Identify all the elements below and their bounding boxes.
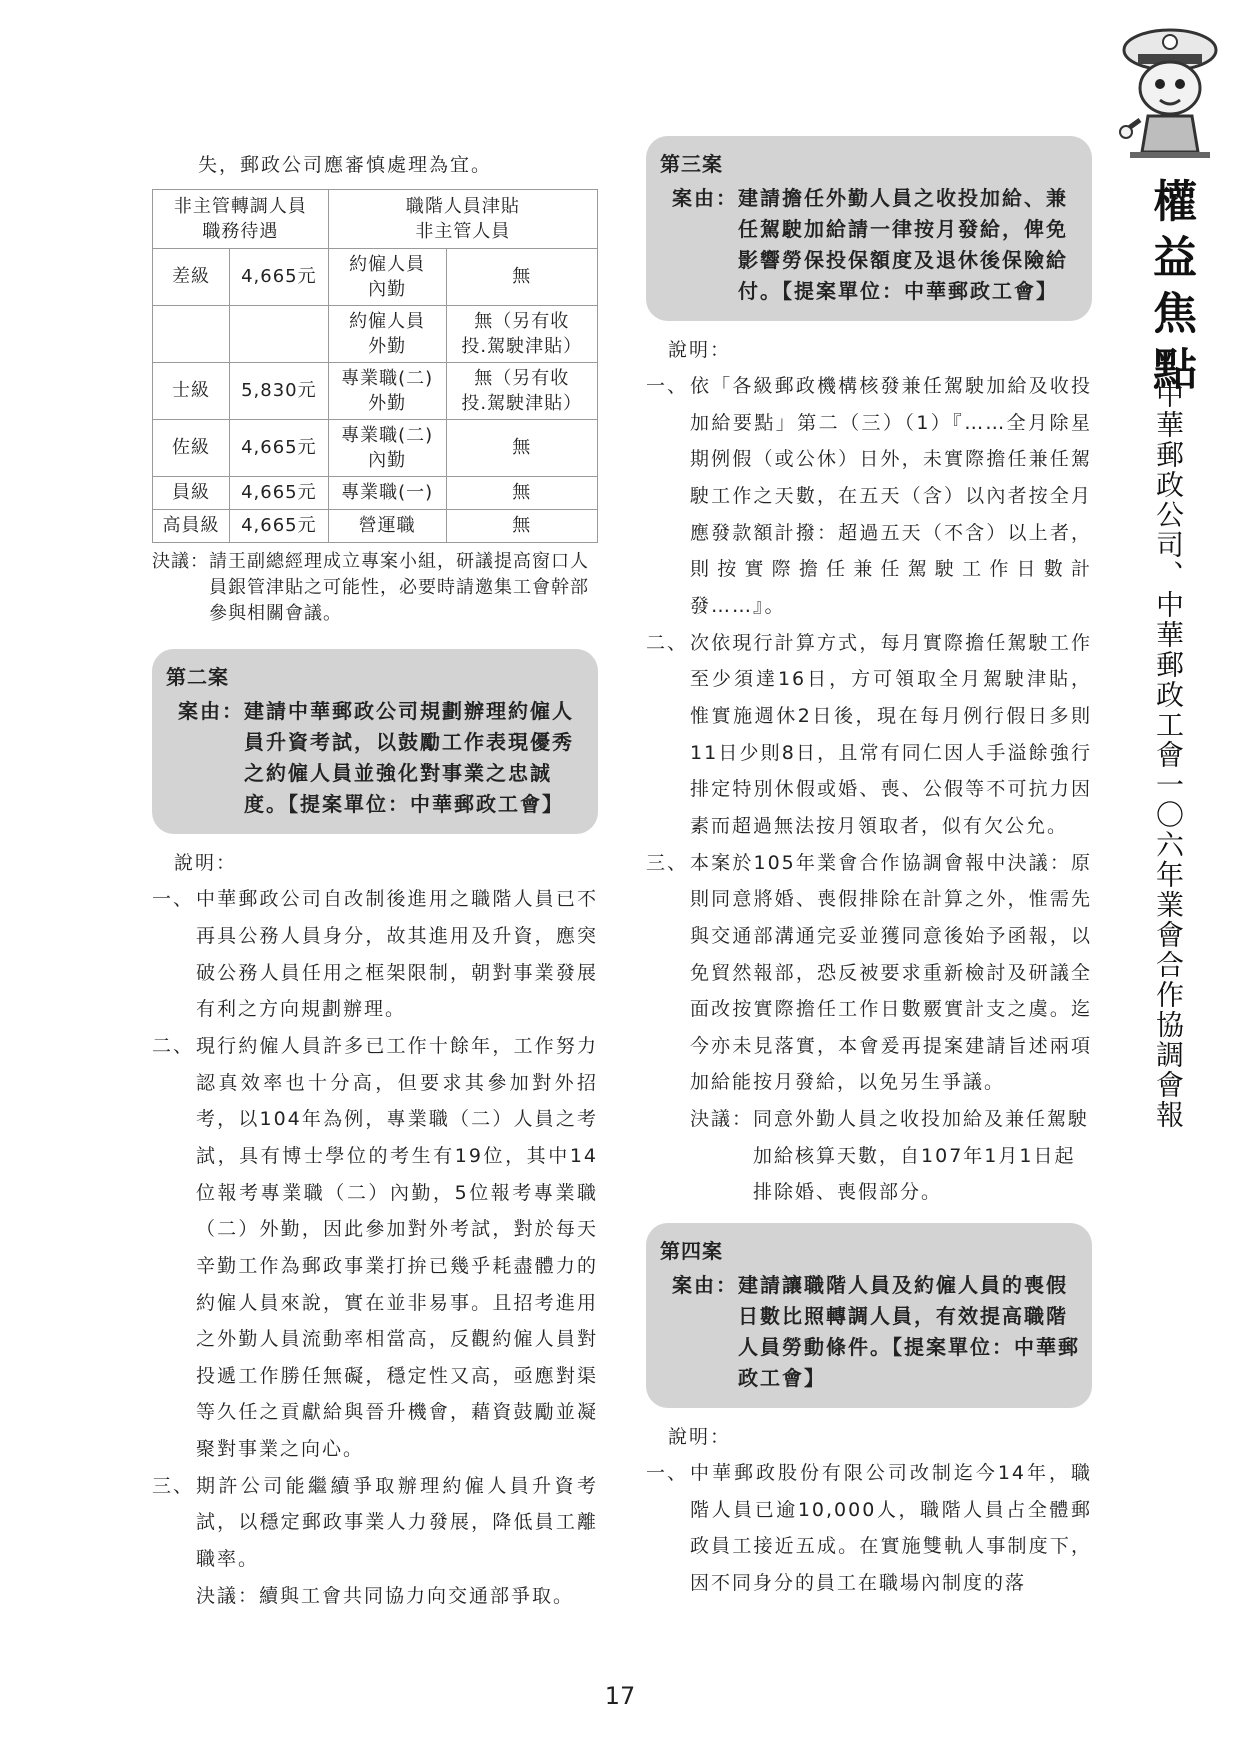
left-column	[152, 150, 598, 1614]
case-text: 建請中華郵政公司規劃辦理約僱人員升資考試，以鼓勵工作表現優秀之約僱人員並強化對事業之忠誠度。【提案單位：中華郵政工會】	[244, 699, 574, 817]
mascot-illustration	[1118, 20, 1222, 160]
item-number: 三、	[646, 851, 689, 874]
case-body	[660, 183, 1080, 307]
case-3-box	[646, 136, 1092, 321]
item-text: 期許公司能繼續爭取辦理約僱人員升資考試，以穩定郵政事業人力發展，降低員工離職率。	[196, 1474, 598, 1571]
table-cell	[153, 306, 230, 363]
case-label: 案由：	[672, 186, 738, 210]
table-cell: 無（另有收 投.駕駛津貼）	[446, 363, 597, 420]
case-body	[660, 1270, 1080, 1394]
sub-resolution-text: 同意外勤人員之收投加給及兼任駕駛加給核算天數，自107年1月1日起排除婚、喪假部分。	[753, 1108, 1090, 1204]
sub-resolution-label: 決議：	[196, 1584, 260, 1607]
table-cell: 差級	[153, 249, 230, 306]
sub-resolution	[196, 1578, 598, 1615]
resolution	[152, 549, 598, 627]
table-header: 職階人員津貼 非主管人員	[328, 190, 597, 249]
item-text: 次依現行計算方式，每月實際擔任駕駛工作至少須達16日，方可領取全月駕駛津貼，惟實施週休2日後，現在每月例行假日多則11日少則8日，且常有同仁因人手溢餘強行排定特別休假或婚、喪、公假等不可抗力因素而超過無法按月領取者，似有欠公允。	[690, 631, 1092, 837]
table-row	[153, 510, 598, 543]
explanation-item	[646, 845, 1092, 1102]
explanation-label: 說明：	[174, 852, 238, 875]
table-row	[153, 249, 598, 306]
table-cell: 士級	[153, 363, 230, 420]
table-cell: 無	[446, 249, 597, 306]
table-cell: 約僱人員 內勤	[328, 249, 446, 306]
case-title: 第四案	[660, 1239, 723, 1264]
table-cell: 無	[446, 510, 597, 543]
table-cell: 4,665元	[230, 477, 329, 510]
item-text: 現行約僱人員許多已工作十餘年，工作努力認真效率也十分高，但要求其參加對外招考，以104年為例，專業職（二）人員之考試，具有博士學位的考生有19位，其中14位報考專業職（二）內勤，5位報考專業職（二）外勤，因此參加對外考試，對於每天辛勤工作為郵政事業打拚已幾乎耗盡體力的約僱人員來說，實在並非易事。且招考進用之外勤人員流動率相當高，反觀約僱人員對投遞工作勝任無礙，穩定性又高，亟應對渠等久任之貢獻給與晉升機會，藉資鼓勵並凝聚對事業之向心。	[196, 1034, 598, 1461]
item-text: 依「各級郵政機構核發兼任駕駛加給及收投加給要點」第二（三）（1）『……全月除星期例假（或公休）日外，未實際擔任兼任駕駛工作之天數，在五天（含）以內者按全月應發款額計撥：超過五天（不含）以上者，則按實際擔任兼任駕駛工作日數計發……』。	[690, 375, 1092, 617]
item-number: 一、	[646, 1462, 689, 1485]
explanation-item	[646, 625, 1092, 845]
case-label: 案由：	[672, 1273, 738, 1298]
item-number: 一、	[646, 375, 689, 397]
table-cell: 專業職(一)	[328, 477, 446, 510]
table-row	[153, 306, 598, 363]
table-header: 非主管轉調人員 職務待遇	[153, 190, 329, 249]
allowance-table	[152, 189, 598, 543]
table-cell: 專業職(二) 外勤	[328, 363, 446, 420]
explanation-item	[646, 1455, 1092, 1602]
case-text: 建請擔任外勤人員之收投加給、兼任駕駛加給請一律按月發給，俾免影響勞保投保額度及退休後保險給付。【提案單位：中華郵政工會】	[738, 186, 1068, 303]
table-row	[153, 363, 598, 420]
case-title: 第二案	[166, 665, 229, 690]
case-label: 案由：	[178, 699, 244, 724]
resolution-label: 決議：	[152, 551, 209, 572]
table-cell: 無	[446, 477, 597, 510]
table-cell: 專業職(二) 內勤	[328, 420, 446, 477]
sub-resolution	[690, 1101, 1092, 1211]
explanation-item	[152, 1468, 598, 1578]
explanation-label: 說明：	[668, 339, 732, 361]
item-text: 中華郵政股份有限公司改制迄今14年，職階人員已逾10,000人，職階人員占全體郵政員工接近五成。在實施雙軌人事制度下，因不同身分的員工在職場內制度的落	[690, 1462, 1092, 1595]
explanation-item	[152, 1028, 598, 1468]
item-number: 二、	[646, 631, 689, 654]
item-number: 二、	[152, 1034, 195, 1057]
table-cell: 4,665元	[230, 510, 329, 543]
page-number: 17	[604, 1682, 636, 1710]
sub-resolution-label: 決議：	[690, 1108, 754, 1131]
table-cell: 無	[446, 420, 597, 477]
sub-resolution-text: 續與工會共同協力向交通部爭取。	[259, 1584, 575, 1607]
item-text: 中華郵政公司自改制後進用之職階人員已不再具公務人員身分，故其進用及升資，應突破公務人員任用之框架限制，朝對事業發展有利之方向規劃辦理。	[196, 888, 598, 1021]
case-body	[166, 696, 586, 820]
table-row	[153, 477, 598, 510]
case-title: 第三案	[660, 152, 723, 176]
case-4-box	[646, 1223, 1092, 1408]
explanation-item	[646, 368, 1092, 625]
table-cell: 佐級	[153, 420, 230, 477]
table-cell: 5,830元	[230, 363, 329, 420]
case-text: 建請讓職階人員及約僱人員的喪假日數比照轉調人員，有效提高職階人員勞動條件。【提案單位：中華郵政工會】	[738, 1273, 1080, 1391]
sidebar-subtitle: 中華郵政公司、中華郵政工會一〇六年業會合作協調會報	[1152, 380, 1185, 1130]
case-2-box	[152, 649, 598, 834]
table-cell: 員級	[153, 477, 230, 510]
item-text: 本案於105年業會合作協調會報中決議：原則同意將婚、喪假排除在計算之外，惟需先與交通部溝通完妥並獲同意後始予函報，以免貿然報部，恐反被要求重新檢討及研議全面改按實際擔任工作日數覈實計支之虞。迄今亦未見落實，本會爰再提案建請旨述兩項加給能按月發給，以免另生爭議。	[690, 851, 1092, 1094]
table-cell: 無（另有收 投.駕駛津貼）	[446, 306, 597, 363]
table-cell: 4,665元	[230, 420, 329, 477]
table-cell: 營運職	[328, 510, 446, 543]
item-number: 三、	[152, 1474, 195, 1497]
table-cell: 約僱人員 外勤	[328, 306, 446, 363]
table-cell: 高員級	[153, 510, 230, 543]
lead-text: 失，郵政公司應審慎處理為宜。	[198, 154, 493, 176]
resolution-text: 請王副總經理成立專案小組，研議提高窗口人員銀管津貼之可能性，必要時請邀集工會幹部參與相關會議。	[209, 551, 589, 625]
explanation-label: 說明：	[668, 1426, 732, 1449]
right-column	[646, 150, 1092, 1602]
sidebar-title: 權益焦點	[1145, 178, 1196, 402]
table-row	[153, 420, 598, 477]
explanation-item	[152, 881, 598, 1028]
table-cell: 4,665元	[230, 249, 329, 306]
item-number: 一、	[152, 888, 195, 911]
table-cell	[230, 306, 329, 363]
